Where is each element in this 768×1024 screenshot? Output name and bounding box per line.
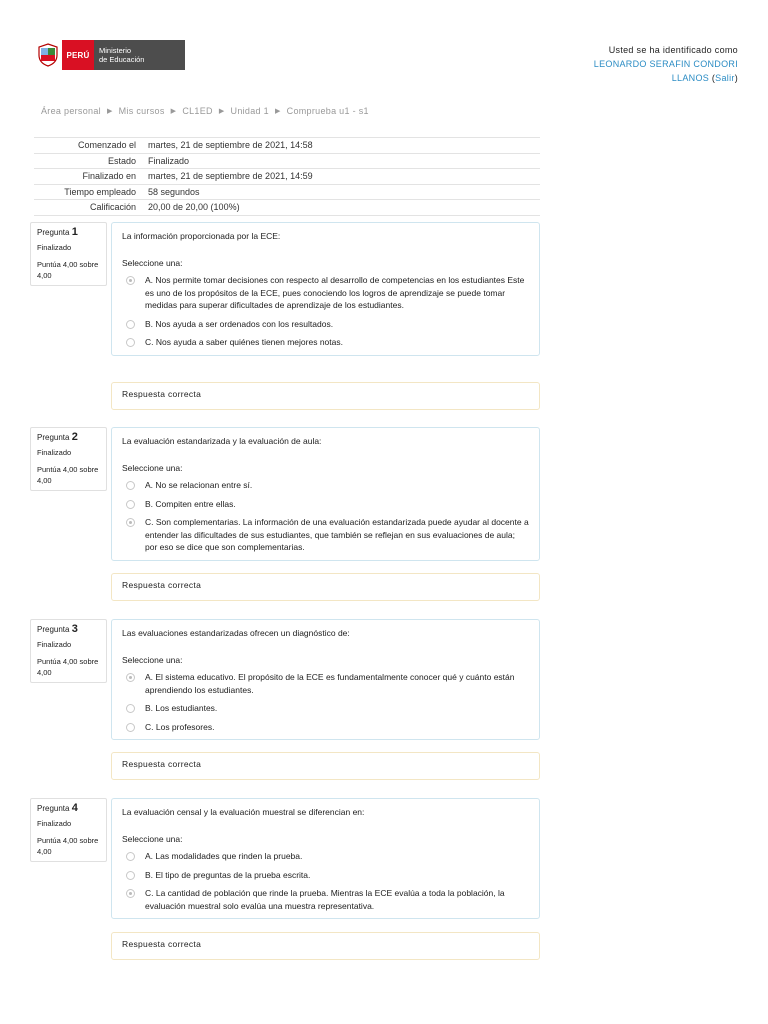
answer-option[interactable] (122, 671, 529, 696)
radio-selected-icon[interactable] (126, 889, 135, 898)
radio-selected-icon[interactable] (126, 518, 135, 527)
answer-option[interactable] (122, 721, 529, 734)
logo-ministry-label: Ministerio de Educación (94, 40, 185, 70)
breadcrumb-item-home[interactable]: Área personal (41, 106, 101, 116)
answer-option[interactable] (122, 850, 529, 863)
question-prompt: Seleccione una: (122, 655, 183, 665)
summary-value: 58 segundos (140, 184, 540, 200)
summary-label: Estado (34, 153, 140, 169)
question-feedback: Respuesta correcta (111, 382, 540, 410)
question-info (30, 619, 107, 683)
question-text: La evaluación censal y la evaluación muestral se diferencian en: (122, 807, 365, 817)
option-text: B. El tipo de preguntas de la prueba escrita. (145, 869, 311, 880)
option-text: C. Son complementarias. La información de una evaluación estandarizada puede ayudar al docente a entender las dificultades de sus estudiantes, que también se reflejan en sus evaluaciones de aula; por eso se dice que son complementarias. (145, 517, 529, 552)
radio-icon[interactable] (126, 704, 135, 713)
summary-label: Calificación (34, 200, 140, 216)
breadcrumb (41, 106, 369, 116)
breadcrumb-separator-icon: ▶ (274, 108, 281, 115)
answer-option[interactable] (122, 336, 529, 349)
breadcrumb-separator-icon: ▶ (170, 108, 177, 115)
option-text: C. Nos ayuda a saber quiénes tienen mejores notas. (145, 337, 343, 347)
user-name-link-2[interactable]: LLANOS (671, 73, 710, 83)
logo-country-label: PERÚ (62, 40, 94, 70)
question-number: 3 (71, 623, 78, 635)
question-status: Finalizado (37, 640, 72, 649)
question-content (111, 427, 540, 561)
question-prompt: Seleccione una: (122, 463, 183, 473)
summary-row (34, 169, 540, 185)
option-text: A. No se relacionan entre sí. (145, 480, 253, 490)
option-text: B. Compiten entre ellas. (145, 498, 236, 509)
radio-icon[interactable] (126, 481, 135, 490)
question-prompt: Seleccione una: (122, 834, 183, 844)
option-text: B. Los estudiantes. (145, 703, 218, 713)
answer-option[interactable] (122, 516, 529, 554)
breadcrumb-item-unit[interactable]: Unidad 1 (230, 106, 269, 116)
radio-selected-icon[interactable] (126, 673, 135, 682)
radio-icon[interactable] (126, 871, 135, 880)
question-info (30, 222, 107, 286)
question-points: Puntúa 4,00 sobre 4,00 (37, 465, 99, 485)
question-status: Finalizado (37, 819, 72, 828)
question-number: 4 (71, 802, 78, 814)
question-label: Pregunta (37, 433, 70, 442)
question-feedback: Respuesta correcta (111, 573, 540, 601)
answer-option[interactable] (122, 318, 529, 331)
summary-row (34, 138, 540, 154)
question-status: Finalizado (37, 243, 72, 252)
radio-icon[interactable] (126, 338, 135, 347)
logout-link[interactable]: Salir (715, 73, 735, 83)
option-text: A. Nos permite tomar decisiones con respecto al desarrollo de competencias en los estudiantes Este es uno de los propósitos de la ECE, pues conociendo los logros de aprendizaje se puede tomar medidas para superar dificultades de aprendizaje de los estudiantes. (145, 275, 525, 310)
question-info (30, 798, 107, 862)
option-text: A. Las modalidades que rinden la prueba. (145, 851, 303, 861)
question-text: La información proporcionada por la ECE: (122, 231, 281, 241)
question-info (30, 427, 107, 491)
attempt-summary-table (34, 137, 540, 216)
answer-option[interactable] (122, 274, 529, 312)
breadcrumb-item-quiz[interactable]: Comprueba u1 - s1 (286, 106, 369, 116)
radio-icon[interactable] (126, 852, 135, 861)
option-text: C. Los profesores. (145, 721, 215, 732)
question-number: 2 (71, 431, 78, 443)
question-content (111, 798, 540, 919)
question-content (111, 619, 540, 740)
question-prompt: Seleccione una: (122, 258, 183, 268)
radio-icon[interactable] (126, 500, 135, 509)
radio-selected-icon[interactable] (126, 276, 135, 285)
summary-value: martes, 21 de septiembre de 2021, 14:58 (140, 138, 540, 154)
option-text: C. La cantidad de población que rinde la prueba. Mientras la ECE evalúa a toda la población, la evaluación muestral solo evalúa una muestra representativa. (145, 888, 505, 911)
answer-option[interactable] (122, 498, 529, 511)
question-points: Puntúa 4,00 sobre 4,00 (37, 836, 99, 856)
summary-row (34, 200, 540, 216)
question-status: Finalizado (37, 448, 72, 457)
breadcrumb-item-courses[interactable]: Mis cursos (118, 106, 165, 116)
answer-option[interactable] (122, 702, 529, 715)
question-number: 1 (71, 226, 78, 238)
question-text: Las evaluaciones estandarizadas ofrecen un diagnóstico de: (122, 628, 350, 638)
answer-option[interactable] (122, 887, 529, 912)
answer-option[interactable] (122, 479, 529, 492)
question-points: Puntúa 4,00 sobre 4,00 (37, 657, 99, 677)
breadcrumb-separator-icon: ▶ (218, 108, 225, 115)
summary-label: Tiempo empleado (34, 184, 140, 200)
summary-label: Comenzado el (34, 138, 140, 154)
summary-value: martes, 21 de septiembre de 2021, 14:59 (140, 169, 540, 185)
question-content (111, 222, 540, 356)
summary-label: Finalizado en (34, 169, 140, 185)
question-label: Pregunta (37, 228, 70, 237)
user-info: Usted se ha identificado como LEONARDO SERAFIN CONDORI LLANOS (Salir) (593, 45, 738, 83)
question-feedback: Respuesta correcta (111, 932, 540, 960)
summary-row (34, 153, 540, 169)
question-label: Pregunta (37, 625, 70, 634)
summary-value: Finalizado (140, 153, 540, 169)
option-text: A. El sistema educativo. El propósito de la ECE es fundamentalmente conocer qué y cuánto están aprendiendo los estudiantes. (145, 672, 515, 695)
summary-row (34, 184, 540, 200)
minedu-logo[interactable] (34, 40, 185, 70)
coat-of-arms-icon (34, 40, 62, 70)
question-text: La evaluación estandarizada y la evaluación de aula: (122, 436, 322, 446)
answer-option[interactable] (122, 869, 529, 882)
user-prefix: Usted se ha identificado como (608, 45, 738, 55)
option-text: B. Nos ayuda a ser ordenados con los resultados. (145, 318, 334, 329)
breadcrumb-item-course[interactable]: CL1ED (182, 106, 213, 116)
question-points: Puntúa 4,00 sobre 4,00 (37, 260, 99, 280)
question-feedback: Respuesta correcta (111, 752, 540, 780)
breadcrumb-separator-icon: ▶ (106, 108, 113, 115)
summary-value: 20,00 de 20,00 (100%) (140, 200, 540, 216)
radio-icon[interactable] (126, 723, 135, 732)
user-name-link[interactable]: LEONARDO SERAFIN CONDORI (593, 59, 738, 69)
question-label: Pregunta (37, 804, 70, 813)
radio-icon[interactable] (126, 320, 135, 329)
